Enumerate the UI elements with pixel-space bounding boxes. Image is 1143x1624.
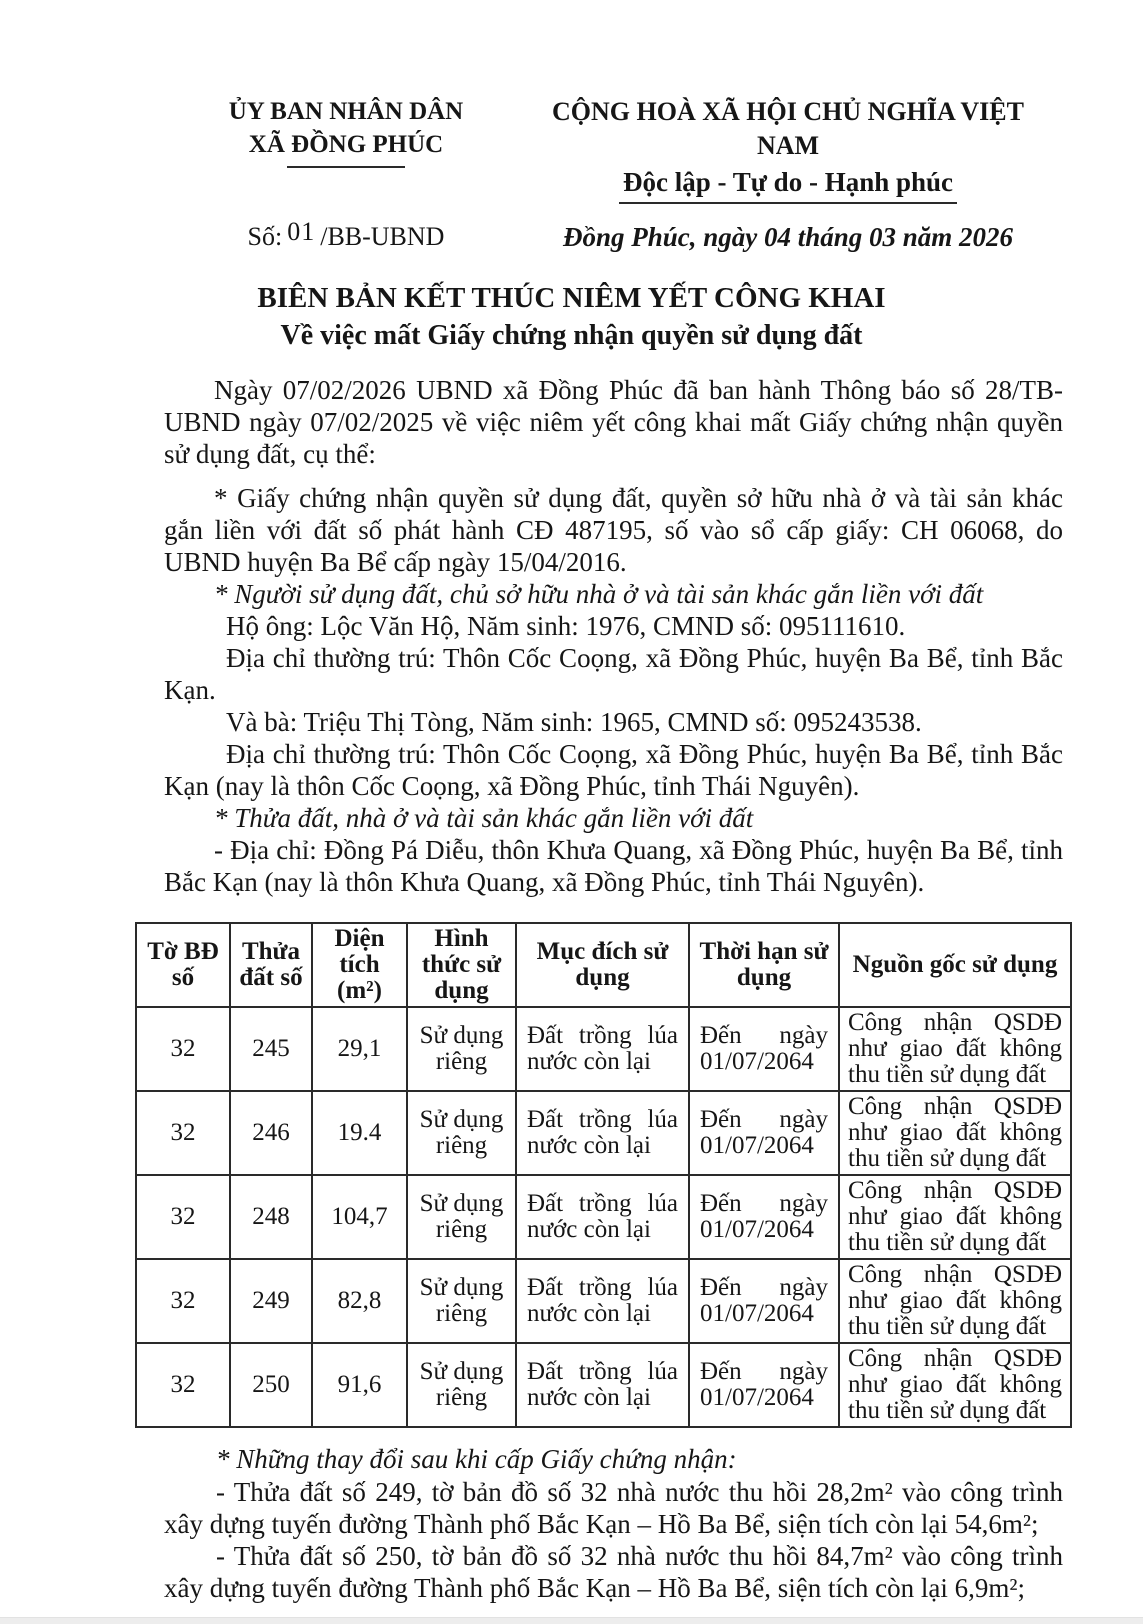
- table-cell: Sử dụng riêng: [407, 1343, 516, 1427]
- table-row: [136, 1007, 1071, 1091]
- table-row: [136, 1175, 1071, 1259]
- table-cell: Sử dụng riêng: [407, 1091, 516, 1175]
- document-number-suffix: /BB-UBND: [320, 222, 445, 251]
- column-header-use-form: Hình thức sử dụng: [407, 923, 516, 1007]
- paragraph-owner-address: Địa chỉ thường trú: Thôn Cốc Coọng, xã Đồng Phúc, huyện Ba Bể, tỉnh Bắc Kạn.: [164, 643, 1063, 705]
- issuing-authority-line2: XÃ ĐỒNG PHÚC: [248, 131, 444, 158]
- paragraph-coowner-address: Địa chỉ thường trú: Thôn Cốc Coọng, xã Đồng Phúc, huyện Ba Bể, tỉnh Bắc Kạn (nay là thôn Cốc Coọng, xã Đồng Phúc, tỉnh Thái Nguyên).: [164, 739, 1063, 801]
- table-cell: Đến ngày 01/07/2064: [689, 1343, 839, 1427]
- document-header: [0, 95, 1143, 204]
- closing-paragraphs: [164, 1442, 1063, 1604]
- table-cell: 32: [136, 1007, 230, 1091]
- table-cell: 32: [136, 1259, 230, 1343]
- closing-heading: * Những thay đổi sau khi cấp Giấy chứng nhận:: [216, 1444, 737, 1474]
- table-cell: 249: [230, 1259, 312, 1343]
- paragraph-coowner: Và bà: Triệu Thị Tòng, Năm sinh: 1965, CMND số: 095243538.: [226, 707, 922, 737]
- column-header-parcel-number: Thửa đất số: [230, 923, 312, 1007]
- table-cell: Đất trồng lúa nước còn lại: [516, 1343, 689, 1427]
- table-header-row: [136, 923, 1071, 1007]
- paragraph-parcel-address: - Địa chỉ: Đồng Pá Diễu, thôn Khưa Quang, xã Đồng Phúc, huyện Ba Bể, tỉnh Bắc Kạn (nay là thôn Khưa Quang, xã Đồng Phúc, tỉnh Thái Nguyên).: [164, 835, 1063, 897]
- table-cell: 32: [136, 1091, 230, 1175]
- national-name: CỘNG HOÀ XÃ HỘI CHỦ NGHĨA VIỆT NAM: [552, 97, 1024, 160]
- table-cell: Đến ngày 01/07/2064: [689, 1259, 839, 1343]
- column-header-use-term: Thời hạn sử dụng: [689, 923, 839, 1007]
- table-cell: 250: [230, 1343, 312, 1427]
- table-row: [136, 1091, 1071, 1175]
- paragraph-landuser-heading: * Người sử dụng đất, chủ sở hữu nhà ở và tài sản khác gắn liền với đất: [214, 579, 984, 609]
- closing-parcel-249: - Thửa đất số 249, tờ bản đồ số 32 nhà nước thu hồi 28,2m² vào công trình xây dựng tuyến đường Thành phố Bắc Kạn – Hồ Ba Bể, siện tích còn lại 54,6m²;: [164, 1477, 1063, 1539]
- body-paragraphs: [164, 374, 1063, 898]
- paragraph-intro: Ngày 07/02/2026 UBND xã Đồng Phúc đã ban hành Thông báo số 28/TB-UBND ngày 07/02/2025 về việc niêm yết công khai mất Giấy chứng nhận quyền sử dụng đất, cụ thể:: [164, 375, 1063, 469]
- table-cell: Công nhận QSDĐ như giao đất không thu tiền sử dụng đất: [839, 1091, 1071, 1175]
- document-date: Đồng Phúc, ngày 04 tháng 03 năm 2026: [562, 222, 1014, 252]
- table-cell: Sử dụng riêng: [407, 1259, 516, 1343]
- table-cell: Công nhận QSDĐ như giao đất không thu tiền sử dụng đất: [839, 1343, 1071, 1427]
- authority-underline: [287, 166, 405, 168]
- national-motto: Độc lập - Tự do - Hạnh phúc: [619, 165, 957, 204]
- table-cell: 104,7: [312, 1175, 407, 1259]
- table-cell: Sử dụng riêng: [407, 1007, 516, 1091]
- table-cell: 91,6: [312, 1343, 407, 1427]
- table-row: [136, 1259, 1071, 1343]
- table-cell: Sử dụng riêng: [407, 1175, 516, 1259]
- table-cell: Đến ngày 01/07/2064: [689, 1175, 839, 1259]
- table-cell: 245: [230, 1007, 312, 1091]
- table-cell: 246: [230, 1091, 312, 1175]
- table-cell: Công nhận QSDĐ như giao đất không thu tiền sử dụng đất: [839, 1007, 1071, 1091]
- land-parcel-table: [135, 922, 1072, 1428]
- table-cell: Đất trồng lúa nước còn lại: [516, 1175, 689, 1259]
- column-header-map-sheet: Tờ BĐ số: [136, 923, 230, 1007]
- table-cell: 32: [136, 1175, 230, 1259]
- bottom-scroll-strip: [0, 1617, 1143, 1624]
- table-row: [136, 1343, 1071, 1427]
- document-subtitle: Về việc mất Giấy chứng nhận quyền sử dụng đất: [280, 320, 863, 351]
- table-cell: 19.4: [312, 1091, 407, 1175]
- document-number: [222, 217, 470, 254]
- closing-parcel-250: - Thửa đất số 250, tờ bản đồ số 32 nhà nước thu hồi 84,7m² vào công trình xây dựng tuyến đường Thành phố Bắc Kạn – Hồ Ba Bể, siện tích còn lại 6,9m²;: [164, 1541, 1063, 1603]
- national-header-block: [538, 95, 1038, 204]
- table-cell: 29,1: [312, 1007, 407, 1091]
- table-cell: Công nhận QSDĐ như giao đất không thu tiền sử dụng đất: [839, 1175, 1071, 1259]
- column-header-use-purpose: Mục đích sử dụng: [516, 923, 689, 1007]
- document-title-block: [0, 280, 1143, 354]
- table-cell: Đến ngày 01/07/2064: [689, 1007, 839, 1091]
- issuing-authority-block: [222, 95, 470, 168]
- paragraph-certificate: * Giấy chứng nhận quyền sử dụng đất, quyền sở hữu nhà ở và tài sản khác gắn liền với đất số phát hành CĐ 487195, số vào sổ cấp giấy: CH 06068, do UBND huyện Ba Bể cấp ngày 15/04/2016.: [164, 483, 1063, 577]
- table-cell: 32: [136, 1343, 230, 1427]
- issuing-authority-line1: ỦY BAN NHÂN DÂN: [228, 98, 464, 125]
- table-cell: Đất trồng lúa nước còn lại: [516, 1259, 689, 1343]
- table-cell: Đất trồng lúa nước còn lại: [516, 1007, 689, 1091]
- table-cell: 248: [230, 1175, 312, 1259]
- document-meta-row: [0, 217, 1143, 254]
- paragraph-owner: Hộ ông: Lộc Văn Hộ, Năm sinh: 1976, CMND số: 095111610.: [226, 611, 906, 641]
- table-cell: Công nhận QSDĐ như giao đất không thu tiền sử dụng đất: [839, 1259, 1071, 1343]
- column-header-area: Diện tích (m²): [312, 923, 407, 1007]
- table-cell: Đất trồng lúa nước còn lại: [516, 1091, 689, 1175]
- table-cell: Đến ngày 01/07/2064: [689, 1091, 839, 1175]
- table-cell: 82,8: [312, 1259, 407, 1343]
- paragraph-parcel-heading: * Thửa đất, nhà ở và tài sản khác gắn liền với đất: [214, 803, 754, 833]
- column-header-use-origin: Nguồn gốc sử dụng: [839, 923, 1071, 1007]
- document-number-label: Số:: [247, 222, 283, 251]
- document-title: BIÊN BẢN KẾT THÚC NIÊM YẾT CÔNG KHAI: [257, 282, 886, 314]
- document-number-value: 01: [287, 217, 316, 246]
